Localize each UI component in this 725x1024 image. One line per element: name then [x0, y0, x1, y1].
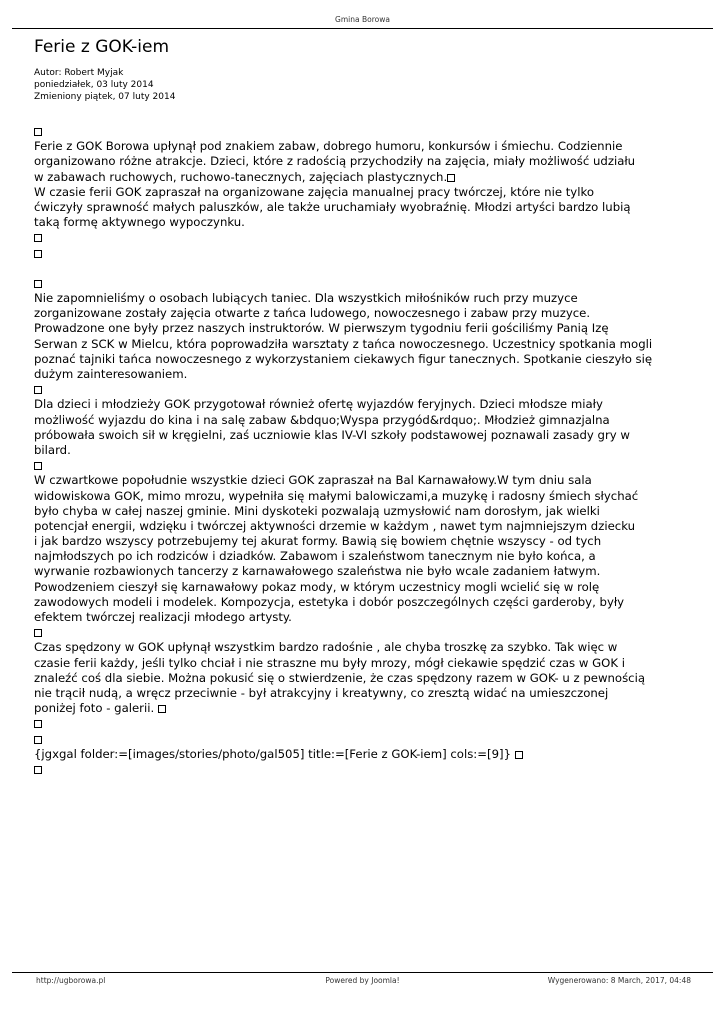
missing-glyph-box-icon — [158, 705, 166, 713]
author-line: Autor: Robert Myjak — [34, 68, 124, 78]
body-line-text: Powodzeniem cieszył się karnawałowy pokaz mody, w którym uczestnicy mogli wcielić się w rolę — [34, 579, 600, 594]
body-line — [34, 276, 704, 291]
body-line — [34, 564, 704, 579]
body-line — [34, 397, 704, 412]
body-line — [34, 656, 704, 671]
body-line — [34, 382, 704, 397]
body-line — [34, 230, 704, 245]
body-line-text: próbowała swoich sił w kręgielni, zaś uczniowie klas IV-VI szkoły podstawowej poznawali zasady gry w — [34, 427, 630, 442]
body-line — [34, 185, 704, 200]
body-line-text: Serwan z SCK w Mielcu, która poprowadziła warsztaty z tańca nowoczesnego. Uczestnicy spotkania mogli — [34, 336, 653, 351]
body-line-text: dużym zainteresowaniem. — [34, 367, 188, 381]
missing-glyph-box-icon — [447, 174, 455, 182]
body-line-text: możliwość wyjazdu do kina i na salę zabaw &bdquo;Wyspa przygód&rdquo;. Młodzież gimnazjalna — [34, 412, 610, 427]
missing-glyph-box-icon — [34, 250, 42, 258]
footer-generated-date: Wygenerowano: 8 March, 2017, 04:48 — [547, 976, 691, 985]
body-line-text: taką formę aktywnego wypoczynku. — [34, 215, 245, 230]
body-line-text: Dla dzieci i młodzieży GOK przygotował również ofertę wyjazdów feryjnych. Dzieci młodsze miały — [34, 397, 603, 412]
body-line — [34, 686, 704, 701]
body-line-text: zorganizowane zostały zajęcia otwarte z tańca ludowego, nowoczesnego i zabaw przy muzyce. — [34, 306, 591, 321]
body-line — [34, 154, 704, 169]
body-line-text: i jak bardzo wszyscy potrzebujemy tej akurat formy. Bawią się bowiem chętnie wszyscy - od tych — [34, 534, 602, 549]
body-line — [34, 747, 704, 762]
body-line-text: efektem twórczej realizacji młodego artysty. — [34, 610, 292, 624]
article-meta — [34, 67, 175, 103]
body-line-text: Prowadzone one były przez naszych instruktorów. W pierwszym tygodniu ferii gościliśmy Panią Izę — [34, 321, 609, 336]
footer-powered-by: Powered by Joomla! — [325, 976, 400, 985]
missing-glyph-box-icon — [34, 720, 42, 728]
article-body — [34, 124, 704, 777]
body-line — [34, 458, 704, 473]
modified-date: Zmieniony piątek, 07 luty 2014 — [34, 92, 176, 102]
body-line — [34, 549, 704, 564]
body-line-text: zawodowych modeli i modelek. Kompozycja, estetyka i dobór poszczególnych części garderoby, były — [34, 594, 625, 609]
site-name: Gmina Borowa — [335, 15, 390, 24]
body-line — [34, 610, 704, 625]
footer-site-url: http://ugborowa.pl — [36, 976, 106, 985]
body-line-text: znaleźć coś dla siebie. Można pokusić się o stwierdzenie, że czas spędzony razem w GOK- u z pewnością — [34, 670, 645, 685]
missing-glyph-box-icon — [34, 736, 42, 744]
body-line — [34, 306, 704, 321]
body-line — [34, 170, 704, 185]
body-line-text: najmłodszych po ich rodziców i dziadków. Zabawom i szaleństwom tanecznym nie było końca, a — [34, 549, 596, 564]
body-line-text: ćwiczyły sprawność małych paluszków, ale także uruchamiały wyobraźnię. Młodzi artyści bardzo lubią — [34, 199, 631, 214]
body-line — [34, 261, 704, 276]
body-line — [34, 124, 704, 139]
body-line-text: W czasie ferii GOK zapraszał na organizowane zajęcia manualnej pracy twórczej, które nie tylko — [34, 184, 594, 199]
body-line — [34, 625, 704, 640]
body-line — [34, 215, 704, 230]
body-line — [34, 716, 704, 731]
footer-divider — [12, 972, 713, 973]
body-line — [34, 367, 704, 382]
body-line-text: w zabawach ruchowych, ruchowo-tanecznych, zajęciach plastycznych. — [34, 169, 448, 184]
missing-glyph-box-icon — [34, 462, 42, 470]
body-line — [34, 519, 704, 534]
body-line — [34, 291, 704, 306]
body-line-text: poniżej foto - galerii. — [34, 701, 158, 716]
body-line — [34, 321, 704, 336]
body-line — [34, 534, 704, 549]
missing-glyph-box-icon — [34, 280, 42, 288]
body-line — [34, 443, 704, 458]
body-line — [34, 671, 704, 686]
body-line — [34, 473, 704, 488]
body-line — [34, 580, 704, 595]
body-line-text: było chyba w całej naszej gminie. Mini dyskoteki pozwalają uzmysłowić nam dorosłym, jak wielki — [34, 503, 600, 518]
body-line-text: {jgxgal folder:=[images/stories/photo/gal505] title:=[Ferie z GOK-iem] cols:=[9]} — [34, 746, 515, 761]
body-line — [34, 640, 704, 655]
body-line — [34, 489, 704, 504]
body-line-text: czasie ferii każdy, jeśli tylko chciał i nie straszne mu były mrozy, mógł ciekawie spędzić czas w GOK i — [34, 655, 625, 670]
body-line — [34, 139, 704, 154]
missing-glyph-box-icon — [34, 386, 42, 394]
missing-glyph-box-icon — [34, 766, 42, 774]
body-line — [34, 595, 704, 610]
body-line-text: potencjał energii, wdzięku i twórczej aktywności drzemie w każdym , nawet tym najmniejszym dziecku — [34, 518, 636, 533]
body-line — [34, 352, 704, 367]
header-divider — [12, 28, 713, 29]
article-title: Ferie z GOK-iem — [34, 37, 170, 57]
body-line — [34, 504, 704, 519]
body-line — [34, 732, 704, 747]
body-line — [34, 428, 704, 443]
body-line — [34, 413, 704, 428]
body-line — [34, 246, 704, 261]
body-line-text: widowiskowa GOK, mimo mrozu, wypełniła się małymi balowiczami,a muzykę i radosny śmiech słychać — [34, 488, 639, 503]
missing-glyph-box-icon — [34, 629, 42, 637]
body-line-text: Czas spędzony w GOK upłynął wszystkim bardzo radośnie , ale chyba troszkę za szybko. Tak więc w — [34, 640, 618, 655]
body-line-text: organizowano różne atrakcje. Dzieci, które z radością przychodziły na zajęcia, miały możliwość udziału — [34, 154, 636, 169]
body-line — [34, 337, 704, 352]
body-line-text: nie trącił nudą, a wręcz przeciwnie - był atrakcyjny i kreatywny, co zresztą widać na umieszczonej — [34, 685, 609, 700]
created-date: poniedziałek, 03 luty 2014 — [34, 80, 154, 90]
body-line — [34, 701, 704, 716]
missing-glyph-box-icon — [34, 128, 42, 136]
body-line-text: wyrwanie rozbawionych tancerzy z karnawałowego szaleństwa nie było wcale zadaniem łatwym. — [34, 564, 601, 579]
body-line-text: Nie zapomnieliśmy o osobach lubiących taniec. Dla wszystkich miłośników ruch przy muzyce — [34, 291, 578, 306]
body-line — [34, 762, 704, 777]
body-line — [34, 200, 704, 215]
body-line-text: W czwartkowe popołudnie wszystkie dzieci GOK zapraszał na Bal Karnawałowy.W tym dniu sala — [34, 473, 592, 488]
body-line-text: bilard. — [34, 442, 71, 457]
missing-glyph-box-icon — [34, 234, 42, 242]
body-line-text: Ferie z GOK Borowa upłynął pod znakiem zabaw, dobrego humoru, konkursów i śmiechu. Codziennie — [34, 139, 623, 154]
missing-glyph-box-icon — [515, 751, 523, 759]
body-line-text: poznać tajniki tańca nowoczesnego z wykorzystaniem ciekawych figur tanecznych. Spotkanie cieszyło się — [34, 351, 653, 366]
